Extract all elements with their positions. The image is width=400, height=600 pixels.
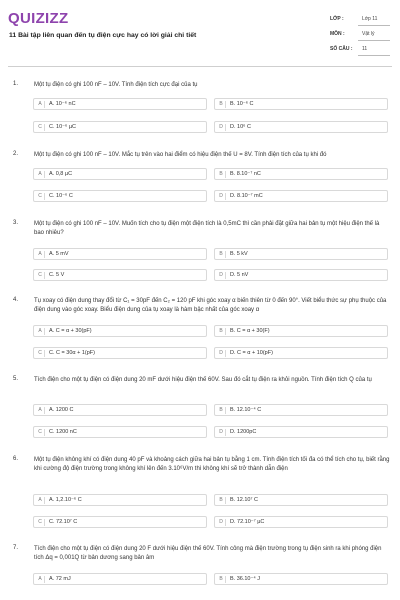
option-letter: A: [36, 497, 45, 504]
question-text: Một tụ điện không khí có điện dung 40 pF và khoảng cách giữa hai bản tụ bằng 1 cm. Tính điện tích tối đa có thể tích cho tụ, biết rằng khi cường độ điện trường trong không khí lên đến 3.10⁶V/m thì không khí sẽ trở thành dẫn điện: [34, 457, 390, 472]
option-letter: A: [36, 171, 45, 178]
option-c[interactable]: [33, 121, 207, 133]
option-d[interactable]: [214, 121, 388, 133]
option-b[interactable]: [214, 404, 388, 416]
option-text: D. 8.10⁻⁷ mC: [230, 193, 263, 199]
header-divider: [8, 66, 392, 67]
question-text: Một tụ điện có ghi 100 nF – 10V. Mắc tụ trên vào hai điểm có hiệu điện thế U = 8V. Tính điện tích của tụ khi đó: [34, 152, 327, 158]
option-text: B. 10⁻⁶ C: [230, 101, 254, 107]
option-text: C. 5 V: [49, 272, 65, 278]
option-b[interactable]: [214, 573, 388, 585]
option-b[interactable]: [214, 494, 388, 506]
option-a[interactable]: [33, 404, 207, 416]
option-a[interactable]: [33, 98, 207, 110]
option-text: B. 12.10⁷ C: [230, 497, 258, 503]
option-letter: C: [36, 350, 45, 357]
option-letter: A: [36, 328, 45, 335]
option-text: D. 1200pC: [230, 429, 257, 435]
class-field: [330, 14, 390, 26]
question-text: Tích điện cho một tụ điện có điện dung 20 mF dưới hiệu điện thế 60V. Sau đó cắt tụ điện ra khỏi nguồn. Tính điện tích Q của tụ: [34, 377, 372, 383]
count-field: [330, 44, 390, 56]
option-text: B. 8.10⁻⁷ nC: [230, 171, 261, 177]
option-text: D. 5 nV: [230, 272, 249, 278]
option-a[interactable]: [33, 325, 207, 337]
option-letter: D: [217, 124, 226, 131]
subject-value: Vật lý: [362, 31, 375, 37]
question-number: 2.: [13, 151, 19, 157]
option-c[interactable]: [33, 347, 207, 359]
option-d[interactable]: [214, 426, 388, 438]
question-number: 7.: [13, 545, 19, 551]
option-d[interactable]: [214, 269, 388, 281]
option-a[interactable]: [33, 573, 207, 585]
option-text: B. 12.10⁻⁴ C: [230, 407, 262, 413]
class-underline: [358, 25, 390, 26]
option-text: A. 0,8 µC: [49, 171, 73, 177]
option-d[interactable]: [214, 347, 388, 359]
quizizz-logo: QUIZIZZ: [8, 10, 69, 27]
option-c[interactable]: [33, 269, 207, 281]
option-d[interactable]: [214, 190, 388, 202]
question-text: Một tụ điện có ghi 100 nF – 10V. Tính điện tích cực đại của tụ: [34, 82, 198, 88]
option-text: D. C = α + 10(pF): [230, 350, 273, 356]
option-letter: A: [36, 407, 45, 414]
option-text: C. 10⁻⁶ C: [49, 193, 73, 199]
question-text: Tụ xoay có điện dung thay đổi từ C₁ = 30pF đến C₂ = 120 pF khi góc xoay α biến thiên từ 0 đến 90°. Viết biểu thức sự phụ thuộc của điện dung vào góc xoay. Biểu điện dung của tụ xoay là hàm bậc nhất của góc xoay α: [34, 298, 387, 313]
subject-label: MÔN :: [330, 31, 345, 37]
option-a[interactable]: [33, 494, 207, 506]
option-text: B. 5 kV: [230, 251, 248, 257]
subject-underline: [358, 40, 390, 41]
option-a[interactable]: [33, 248, 207, 260]
option-letter: D: [217, 350, 226, 357]
question-number: 1.: [13, 81, 19, 87]
option-text: A. 1,2.10⁻⁶ C: [49, 497, 82, 503]
question-number: 6.: [13, 456, 19, 462]
option-text: A. 1200 C: [49, 407, 74, 413]
option-letter: A: [36, 101, 45, 108]
option-letter: B: [217, 251, 226, 258]
question-number: 3.: [13, 220, 19, 226]
question-number: 4.: [13, 297, 19, 303]
option-a[interactable]: [33, 168, 207, 180]
option-letter: B: [217, 328, 226, 335]
question-text: Tích điện cho một tụ điện có điện dung 20 F dưới hiệu điện thế 60V. Tính công mà điện trường trong tụ điện sinh ra khi phóng điện tích Δq = 0,001Q từ bản dương sang bản âm: [34, 546, 382, 561]
option-text: C. C = 30α + 1(pF): [49, 350, 95, 356]
option-letter: C: [36, 429, 45, 436]
option-letter: C: [36, 519, 45, 526]
subject-field: [330, 29, 390, 41]
option-letter: A: [36, 251, 45, 258]
option-letter: C: [36, 124, 45, 131]
option-text: A. 10⁻⁶ nC: [49, 101, 76, 107]
option-text: C. 72.10⁷ C: [49, 519, 78, 525]
count-label: SỐ CÂU :: [330, 46, 353, 52]
question-number: 5.: [13, 376, 19, 382]
option-text: C. 10⁻⁶ µC: [49, 124, 76, 130]
question-text: Một tụ điện có ghi 100 nF – 10V. Muốn tích cho tụ điện một điện tích là 0,5mC thì cần phải đặt giữa hai bản tụ một hiệu điện thế là bao nhiêu?: [34, 221, 380, 236]
option-b[interactable]: [214, 325, 388, 337]
class-label: LỚP :: [330, 16, 344, 22]
option-letter: D: [217, 429, 226, 436]
class-value: Lớp 11: [362, 16, 378, 22]
option-letter: A: [36, 576, 45, 583]
page-header: [0, 0, 400, 64]
option-text: D. 72.10⁻⁷ µC: [230, 519, 265, 525]
option-d[interactable]: [214, 516, 388, 528]
count-underline: [358, 55, 390, 56]
option-text: A. C = α + 30(pF): [49, 328, 92, 334]
option-text: B. C = α + 30(F): [230, 328, 270, 334]
option-letter: B: [217, 576, 226, 583]
option-text: A. 72 mJ: [49, 576, 71, 582]
option-c[interactable]: [33, 426, 207, 438]
count-value: 11: [362, 46, 368, 52]
option-letter: C: [36, 272, 45, 279]
option-letter: B: [217, 407, 226, 414]
option-text: B. 36.10⁻⁴ J: [230, 576, 261, 582]
option-letter: B: [217, 101, 226, 108]
option-c[interactable]: [33, 190, 207, 202]
option-c[interactable]: [33, 516, 207, 528]
option-letter: B: [217, 171, 226, 178]
option-b[interactable]: [214, 98, 388, 110]
option-text: C. 1200 nC: [49, 429, 77, 435]
option-b[interactable]: [214, 168, 388, 180]
document-title: 11 Bài tập liên quan đến tụ điện cực hay có lời giải chi tiết: [9, 32, 197, 39]
option-letter: D: [217, 193, 226, 200]
option-letter: B: [217, 497, 226, 504]
option-letter: C: [36, 193, 45, 200]
option-letter: D: [217, 519, 226, 526]
option-text: D. 10⁶ C: [230, 124, 251, 130]
option-text: A. 5 mV: [49, 251, 69, 257]
option-b[interactable]: [214, 248, 388, 260]
option-letter: D: [217, 272, 226, 279]
